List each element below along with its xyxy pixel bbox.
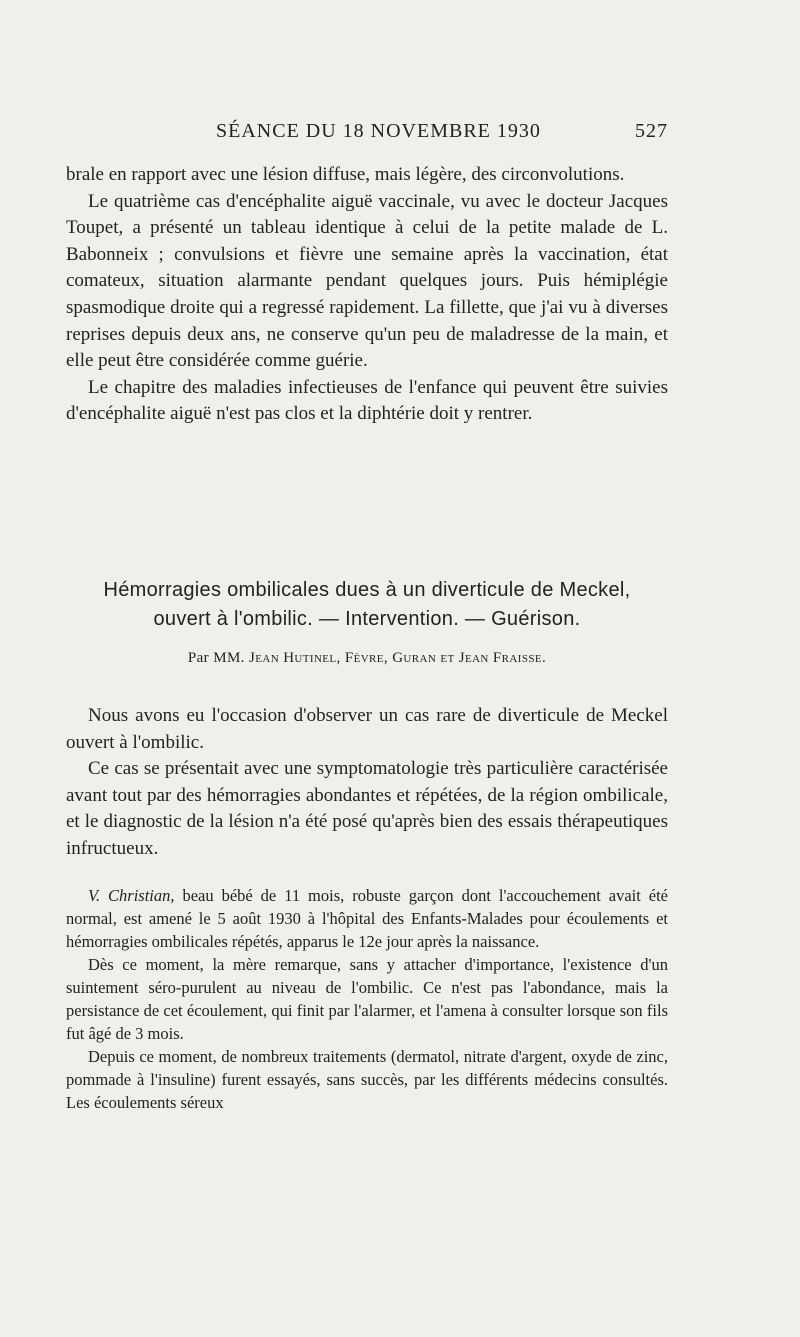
patient-name: V. Christian,: [88, 886, 175, 905]
article-body: [66, 703, 668, 863]
paragraph: Nous avons eu l'occasion d'observer un cas rare de diverticule de Meckel ouvert à l'ombilic.: [66, 705, 668, 753]
paragraph: brale en rapport avec une lésion diffuse, mais légère, des circonvolutions.: [66, 164, 625, 185]
article-title-line: Hémorragies ombilicales dues à un diverticule de Meckel,: [103, 579, 631, 601]
authors-prefix: Par MM.: [187, 650, 245, 666]
paragraph: Ce cas se présentait avec une symptomatologie très particulière caractérisée avant tout par des hémorragies abondantes et répétées, de la région ombilicale, et le diagnostic de la lésion n'a été posé qu'après bien des essais thérapeutiques infructueux.: [66, 758, 668, 859]
paragraph: Depuis ce moment, de nombreux traitements (dermatol, nitrate d'argent, oxyde de zinc, pommade à l'insuline) furent essayés, sans succès, par les différents médecins consultés. Les écoulements séreux: [66, 1047, 668, 1112]
running-header: [66, 120, 668, 150]
paragraph: V. Christian, beau bébé de 11 mois, robuste garçon dont l'accouchement avait été normal, est amené le 5 août 1930 à l'hôpital des Enfants-Malades pour écoulements et hémorragies ombilicales répétés, apparus le 12e jour après la naissance.: [66, 886, 668, 951]
observation-text: [66, 884, 668, 1114]
continued-text: [66, 162, 668, 428]
paragraph: Le quatrième cas d'encéphalite aiguë vaccinale, vu avec le docteur Jacques Toupet, a présenté un tableau identique à celui de la petite malade de L. Babonneix ; convulsions et fièvre une semaine après la vaccination, état comateux, situation alarmante pendant quelques jours. Puis hémiplégie spasmodique droite qui a regressé rapidement. La fillette, que j'ai vu à diverses reprises depuis deux ans, ne conserve qu'un peu de maladresse de la main, et elle peut être considérée comme guérie.: [66, 190, 668, 372]
paragraph: Le chapitre des maladies infectieuses de l'enfance qui peuvent être suivies d'encéphalite aiguë n'est pas clos et la diphtérie doit y rentrer.: [66, 376, 668, 425]
page-number: 527: [635, 120, 668, 142]
running-title: SÉANCE DU 18 NOVEMBRE 1930: [216, 120, 541, 142]
article-title: [66, 576, 668, 634]
article-title-line: ouvert à l'ombilic. — Intervention. — Guérison.: [153, 608, 581, 630]
paragraph: Dès ce moment, la mère remarque, sans y attacher d'importance, l'existence d'un suintement séro-purulent au niveau de l'ombilic. Ce n'est pas l'abondance, mais la persistance de cet écoulement, qui finit par l'alarmer, et l'amena à consulter lorsque son fils fut âgé de 3 mois.: [66, 955, 668, 1043]
article-authors: [66, 650, 668, 667]
authors-names: Jean Hutinel, Fèvre, Guran et Jean Fraisse.: [249, 650, 547, 666]
